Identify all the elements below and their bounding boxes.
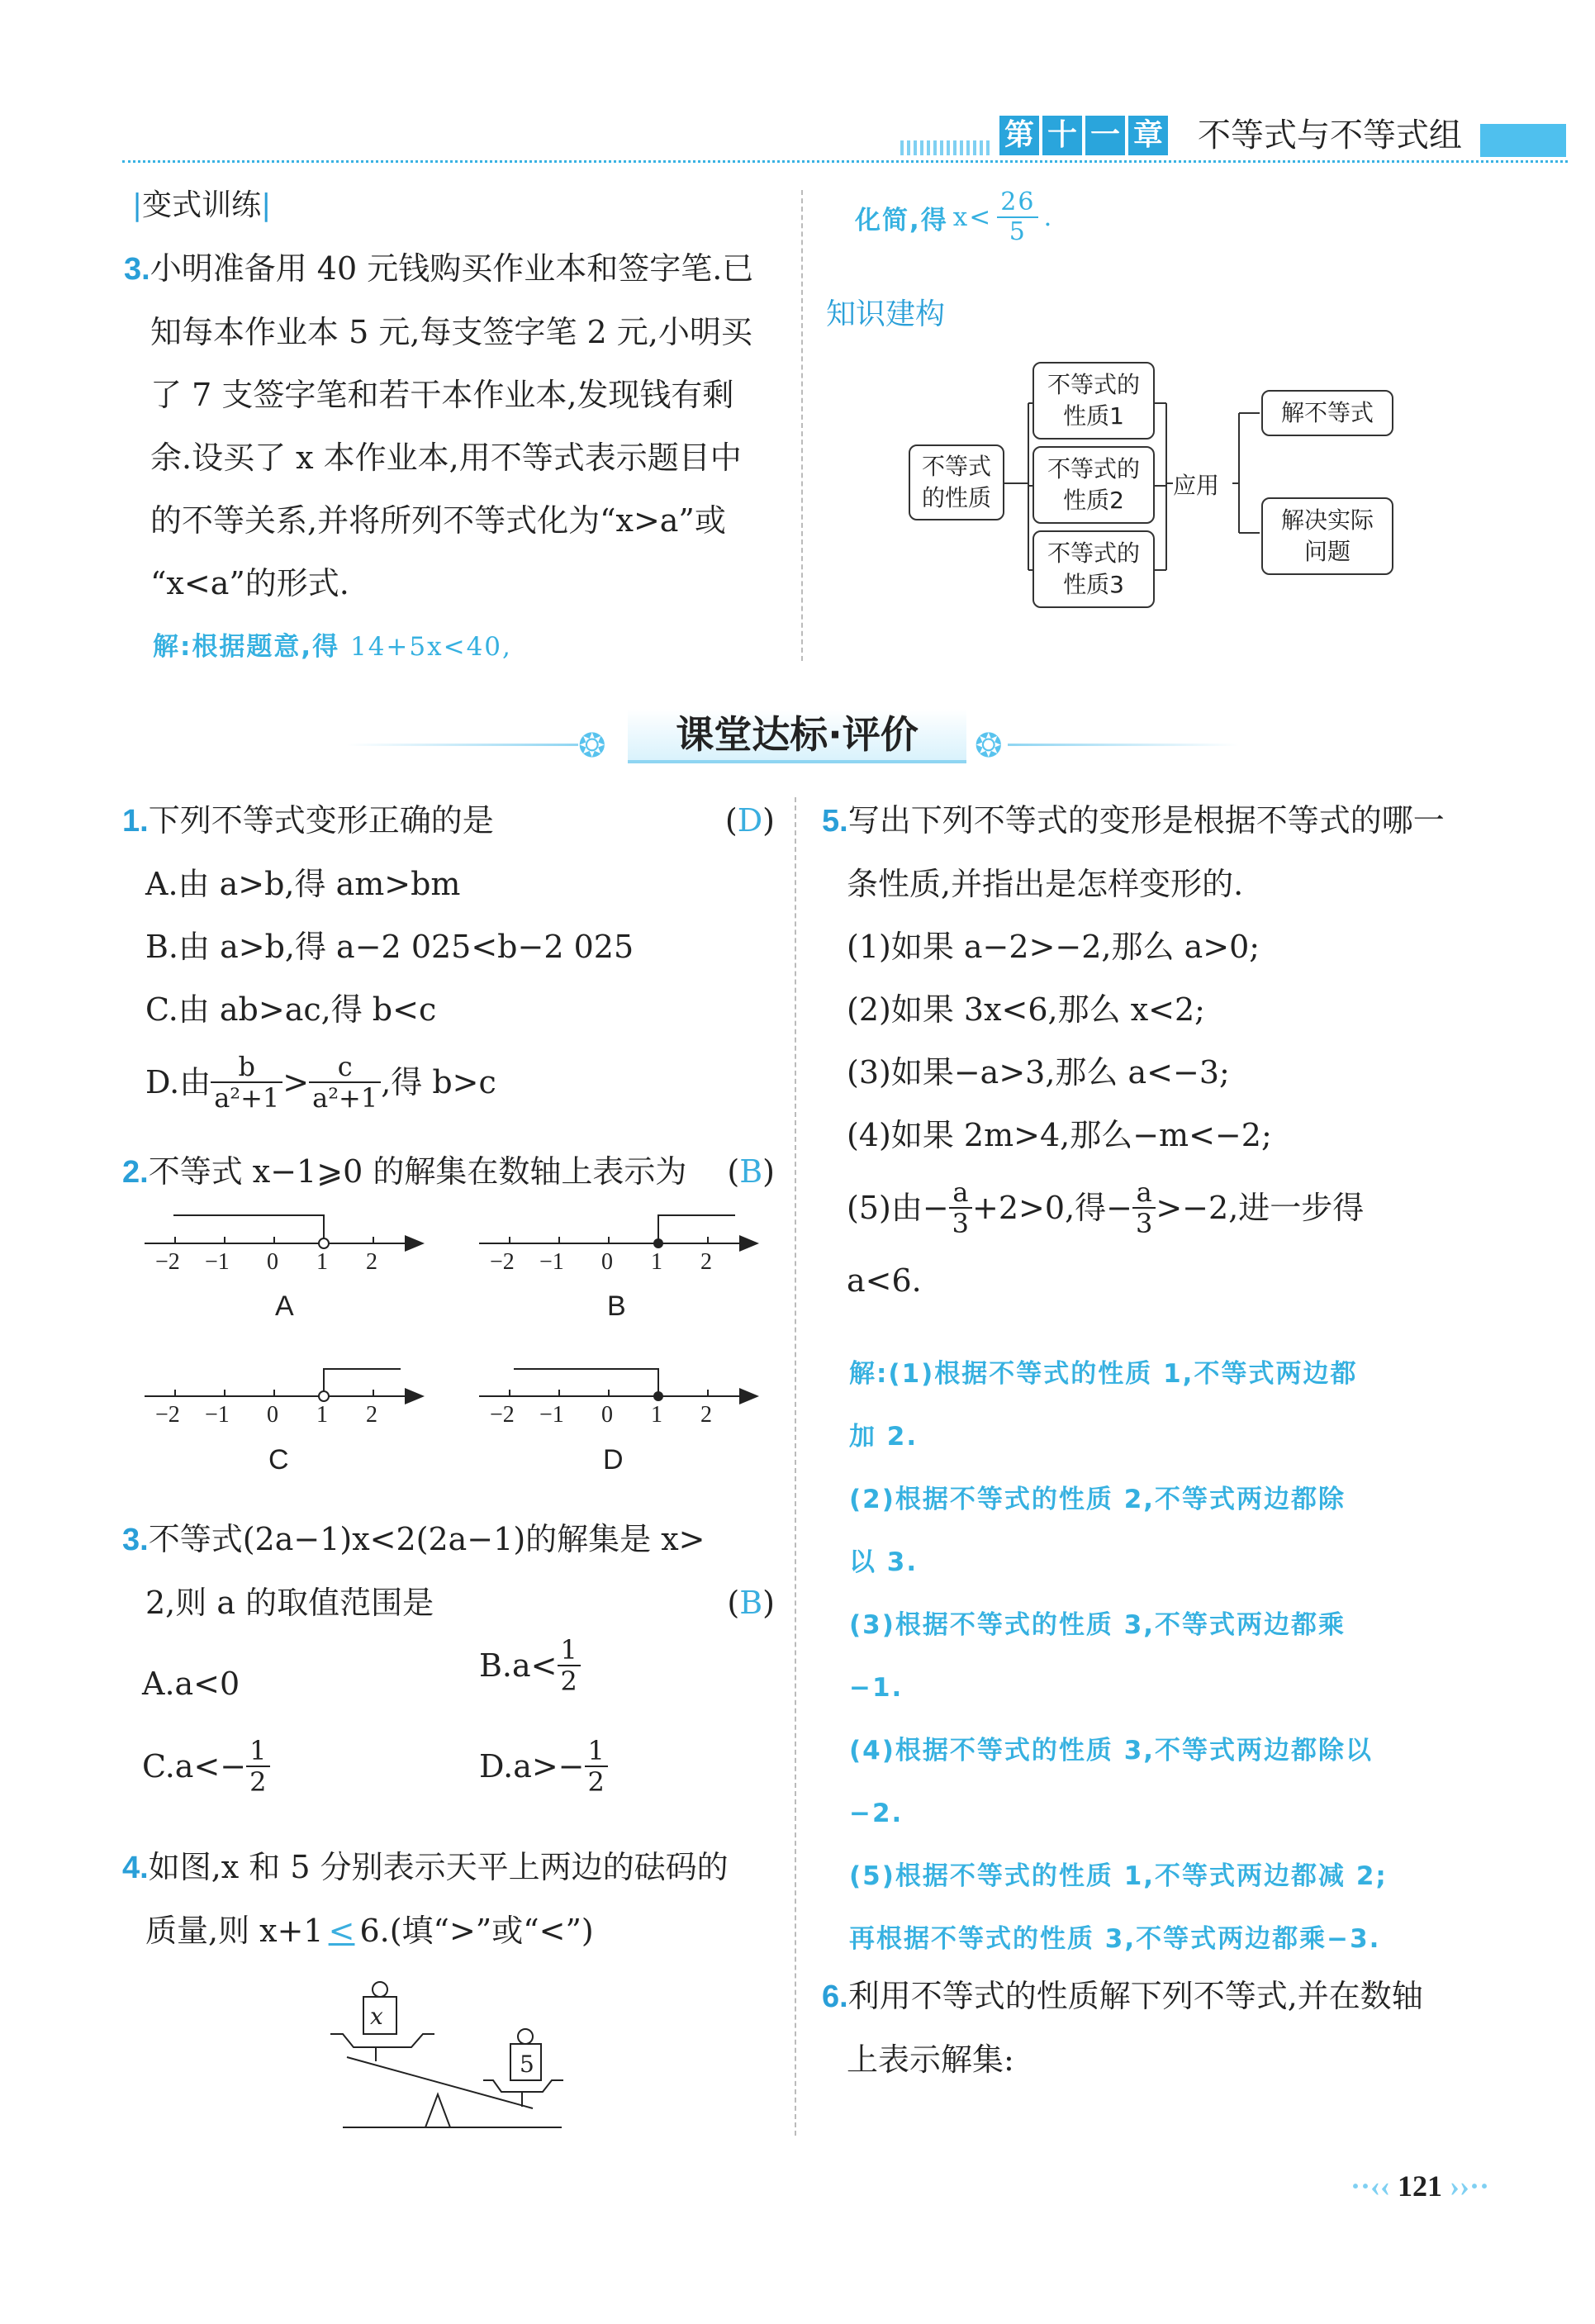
variant-solution: 解:根据题意,得 14+5x<40, — [153, 632, 512, 662]
knowledge-prop-3: 不等式的性质3 — [1032, 530, 1155, 608]
banner-swirl-right: ❂ — [975, 727, 1003, 765]
question-3: 3.不等式(2a−1)x<2(2a−1)的解集是 x> 2,则 a 的取值范围是 (B) — [122, 1508, 775, 1634]
variant-line: “x<a”的形式. — [150, 565, 349, 601]
q3-option-d: D.a>− $\frac{1}{2}$ — [479, 1735, 608, 1798]
right-weight-label: 5 — [520, 2051, 534, 2078]
chapter-char: 第 — [999, 116, 1039, 155]
option-label-b: B — [607, 1290, 626, 1322]
variant-line: 了 7 支签字笔和若干本作业本,发现钱有剩 — [150, 377, 734, 413]
knowledge-root: 不等式的性质 — [909, 444, 1004, 520]
chapter-char: 章 — [1128, 116, 1168, 155]
question-1: 1.下列不等式变形正确的是 (D) A.由 a>b,得 am>bm B.由 a>b,得 a−2 025<b−2 025 C.由 ab>ac,得 b<c D.由 $\frac{b}{\text{a²+1}}$ > $\frac{c}{\text{a²+1}}$ ,得 b>c — [122, 789, 775, 1124]
q5-item-5: (5)由− $\frac{a}{3}$ +2>0,得− $\frac{a}{3}$ >−2,进一步得 — [847, 1176, 1365, 1239]
knowledge-result-1: 解不等式 — [1261, 390, 1393, 436]
q1-answer: (D) — [724, 802, 775, 839]
q1-option-d: D.由 $\frac{b}{\text{a²+1}}$ > $\frac{c}{\text{a²+1}}$ ,得 b>c — [145, 1051, 496, 1114]
chapter-char: 一 — [1085, 116, 1125, 155]
variant-q-number: 3. — [124, 252, 150, 287]
question-6: 6.利用不等式的性质解下列不等式,并在数轴 上表示解集: — [822, 1978, 1423, 2078]
number-line-c — [145, 1369, 421, 1401]
knowledge-apply: 应用 — [1173, 472, 1220, 499]
question-5: 5.写出下列不等式的变形是根据不等式的哪一 条性质,并指出是怎样变形的. (1)如果 a−2>−2,那么 a>0; (2)如果 3x<6,那么 x<2; (3)如果−a>3,那么 a<−3; (4)如果 2m>4,那么−m<−2; (5)由− $\frac{a}{3}$ +2>0,得− $\frac{a}{3}$ >−2,进一步得 a<6. — [822, 789, 1483, 1312]
banner-line-right — [1008, 744, 1239, 746]
q4-answer: < — [328, 1913, 355, 1949]
banner-swirl-left: ❂ — [578, 727, 606, 765]
q5-solution: 解:(1)根据不等式的性质 1,不等式两边都 加 2. (2)根据不等式的性质 2,不等式两边都除 以 3. (3)根据不等式的性质 3,不等式两边都乘 −1. (4)根据不等式的性质 3,不等式两边都除以 −2. (5)根据不等式的性质 1,不等式两边都减 2; 再根据不等式的性质 3,不等式两边都乘−3. — [849, 1359, 1388, 1954]
question-2: 2.不等式 x−1⩾0 的解集在数轴上表示为 (B) — [122, 1140, 775, 1204]
balance-figure — [330, 1958, 578, 2140]
simplify-fraction: $\frac{26}{5}$ — [997, 188, 1038, 246]
banner-title: 课堂达标·评价 — [628, 709, 966, 763]
variant-line: 余.设买了 x 本作业本,用不等式表示题目中 — [150, 440, 742, 476]
q5-item: (1)如果 a−2>−2,那么 a>0; — [847, 929, 1260, 965]
q1-option-b: B.由 a>b,得 a−2 025<b−2 025 — [145, 929, 634, 965]
variant-label: |变式训练| — [132, 188, 272, 222]
q3-option-c: C.a<− $\frac{1}{2}$ — [142, 1735, 270, 1798]
number-line-a — [145, 1215, 421, 1248]
chapter-title: 不等式与不等式组 — [1198, 116, 1462, 154]
q5-item: (4)如果 2m>4,那么−m<−2; — [847, 1117, 1272, 1153]
q5-item: (3)如果−a>3,那么 a<−3; — [847, 1054, 1230, 1091]
q3-option-a: A.a<0 — [142, 1666, 240, 1702]
number-line-b — [479, 1215, 756, 1248]
variant-line: 知每本作业本 5 元,每支签字笔 2 元,小明买 — [150, 314, 752, 350]
variant-label-text: 变式训练 — [142, 188, 262, 222]
knowledge-title: 知识建构 — [826, 297, 946, 331]
q5-item: (2)如果 3x<6,那么 x<2; — [847, 991, 1205, 1028]
number-line-d — [479, 1369, 756, 1401]
chapter-char: 十 — [1042, 116, 1082, 155]
variant-line: 3.小明准备用 40 元钱购买作业本和签字笔.已 — [124, 250, 754, 287]
variant-line: 的不等关系,并将所列不等式化为“x>a”或 — [150, 502, 726, 539]
q2-answer: (B) — [727, 1153, 775, 1190]
left-weight-label: x — [370, 2003, 383, 2030]
column-divider-bottom — [795, 797, 796, 2136]
knowledge-prop-1: 不等式的性质1 — [1032, 362, 1155, 440]
q3-answer: (B) — [727, 1585, 775, 1621]
variant-simplify: 化简,得 x< $\frac{26}{5}$ . — [855, 188, 1054, 246]
question-4: 4.如图,x 和 5 分别表示天平上两边的砝码的 质量,则 x+1 < 6.(填“>”或“<”) — [122, 1849, 729, 1949]
page-number: ··‹‹ 121 ››·· — [1351, 2170, 1489, 2203]
q3-option-b: B.a< $\frac{1}{2}$ — [479, 1634, 581, 1697]
number-lines — [0, 0, 826, 1528]
q1-option-a: A.由 a>b,得 am>bm — [145, 866, 461, 902]
knowledge-result-2: 解决实际问题 — [1261, 497, 1393, 575]
option-label-d: D — [603, 1444, 624, 1476]
q1-option-c: C.由 ab>ac,得 b<c — [145, 991, 437, 1028]
option-label-c: C — [268, 1444, 289, 1476]
knowledge-prop-2: 不等式的性质2 — [1032, 446, 1155, 524]
option-label-a: A — [275, 1290, 294, 1322]
